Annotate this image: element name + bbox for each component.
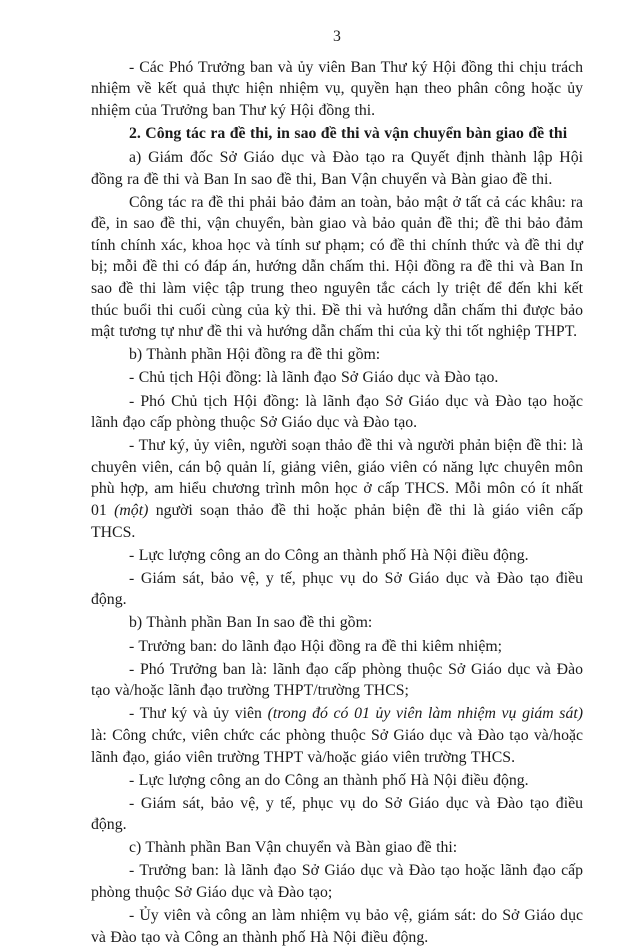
text-run: - Ủy viên và công an làm nhiệm vụ bảo vệ, giám sát: do Sở Giáo dục và Đào tạo và Công an thành phố Hà Nội điều động. <box>91 907 583 946</box>
text-run: - Giám sát, bảo vệ, y tế, phục vụ do Sở Giáo dục và Đào tạo điều động. <box>91 569 583 609</box>
text-run: b) Thành phần Hội đồng ra đề thi gồm: <box>129 346 381 364</box>
text-run: c) Thành phần Ban Vận chuyển và Bàn giao đề thi: <box>129 839 458 857</box>
paragraph <box>91 860 583 903</box>
text-run: (một) <box>114 501 149 519</box>
paragraph <box>91 57 583 122</box>
text-run: - Trưởng ban: do lãnh đạo Hội đồng ra đề thi kiêm nhiệm; <box>129 637 503 655</box>
paragraph <box>91 344 583 366</box>
text-run: 2. Công tác ra đề thi, in sao đề thi và vận chuyển bàn giao đề thi <box>129 125 568 143</box>
page-number: 3 <box>333 28 341 45</box>
text-run: Công tác ra đề thi phải bảo đảm an toàn, bảo mật ở tất cả các khâu: ra đề, in sao đề thi, vận chuyển, bàn giao và bảo quản đề thi; đề thi bảo đảm tính chính xác, khoa học và tính sư phạm; có đề thi chính thức và đề thi dự bị; mỗi đề thi có đáp án, hướng dẫn chấm thi. Hội đồng ra đề thi và Ban In sao đề thi làm việc tập trung theo nguyên tắc cách ly triệt để đến khi kết thúc buổi thi cuối cùng của kỳ thi. Đề thi và hướng dẫn chấm thi được bảo mật tương tự như đề thi và hướng dẫn chấm thi của kỳ thi tốt nghiệp THPT. <box>91 193 583 341</box>
text-run: - Lực lượng công an do Công an thành phố Hà Nội điều động. <box>129 771 529 789</box>
text-run: (trong đó có 01 ủy viên làm nhiệm vụ giám sát) <box>267 705 584 723</box>
text-run: người soạn thảo đề thi hoặc phản biện đề thi là giáo viên cấp THCS. <box>91 501 583 541</box>
document-body <box>91 57 583 948</box>
paragraph <box>91 545 583 567</box>
text-run: - Trưởng ban: là lãnh đạo Sở Giáo dục và Đào tạo hoặc lãnh đạo cấp phòng thuộc Sở Giáo dục và Đào tạo; <box>91 862 583 902</box>
paragraph <box>91 391 583 434</box>
text-run: là: Công chức, viên chức các phòng thuộc Sở Giáo dục và Đào tạo và/hoặc lãnh đạo, giáo viên trường THPT và/hoặc giáo viên trường THCS. <box>91 726 583 766</box>
text-run: - Lực lượng công an do Công an thành phố Hà Nội điều động. <box>129 546 529 564</box>
text-run: - Phó Chủ tịch Hội đồng: là lãnh đạo Sở Giáo dục và Đào tạo hoặc lãnh đạo cấp phòng thuộc Sở Giáo dục và Đào tạo. <box>91 392 583 432</box>
text-run: - Thư ký, ủy viên, người soạn thảo đề thi và người phản biện đề thi: là chuyên viên, cán bộ quản lí, giảng viên, giáo viên có năng lực chuyên môn phù hợp, am hiểu chương trình môn học ở cấp THCS. Mỗi môn có ít nhất 01 <box>91 437 583 519</box>
text-run: - Các Phó Trưởng ban và ủy viên Ban Thư ký Hội đồng thi chịu trách nhiệm về kết quả thực hiện nhiệm vụ, quyền hạn theo phân công hoặc ủy nhiệm của Trưởng ban Thư ký Hội đồng thi. <box>91 58 583 119</box>
text-run: - Chủ tịch Hội đồng: là lãnh đạo Sở Giáo dục và Đào tạo. <box>129 369 499 387</box>
paragraph <box>91 636 583 658</box>
paragraph <box>91 837 583 859</box>
paragraph <box>91 905 583 948</box>
paragraph <box>91 793 583 836</box>
section-heading <box>91 123 583 145</box>
text-run: - Giám sát, bảo vệ, y tế, phục vụ do Sở Giáo dục và Đào tạo điều động. <box>91 794 583 834</box>
paragraph <box>91 147 583 190</box>
paragraph <box>91 192 583 343</box>
paragraph <box>91 770 583 792</box>
text-run: b) Thành phần Ban In sao đề thi gồm: <box>129 614 373 632</box>
paragraph <box>91 367 583 389</box>
text-run: - Thư ký và ủy viên <box>129 705 268 723</box>
paragraph <box>91 703 583 768</box>
paragraph <box>91 659 583 702</box>
text-run: - Phó Trưởng ban là: lãnh đạo cấp phòng thuộc Sở Giáo dục và Đào tạo và/hoặc lãnh đạo trường THPT/trường THCS; <box>91 660 583 700</box>
paragraph <box>91 568 583 611</box>
paragraph <box>91 612 583 634</box>
paragraph <box>91 435 583 543</box>
text-run: a) Giám đốc Sở Giáo dục và Đào tạo ra Quyết định thành lập Hội đồng ra đề thi và Ban In sao đề thi, Ban Vận chuyển và Bàn giao đề thi. <box>91 148 583 188</box>
